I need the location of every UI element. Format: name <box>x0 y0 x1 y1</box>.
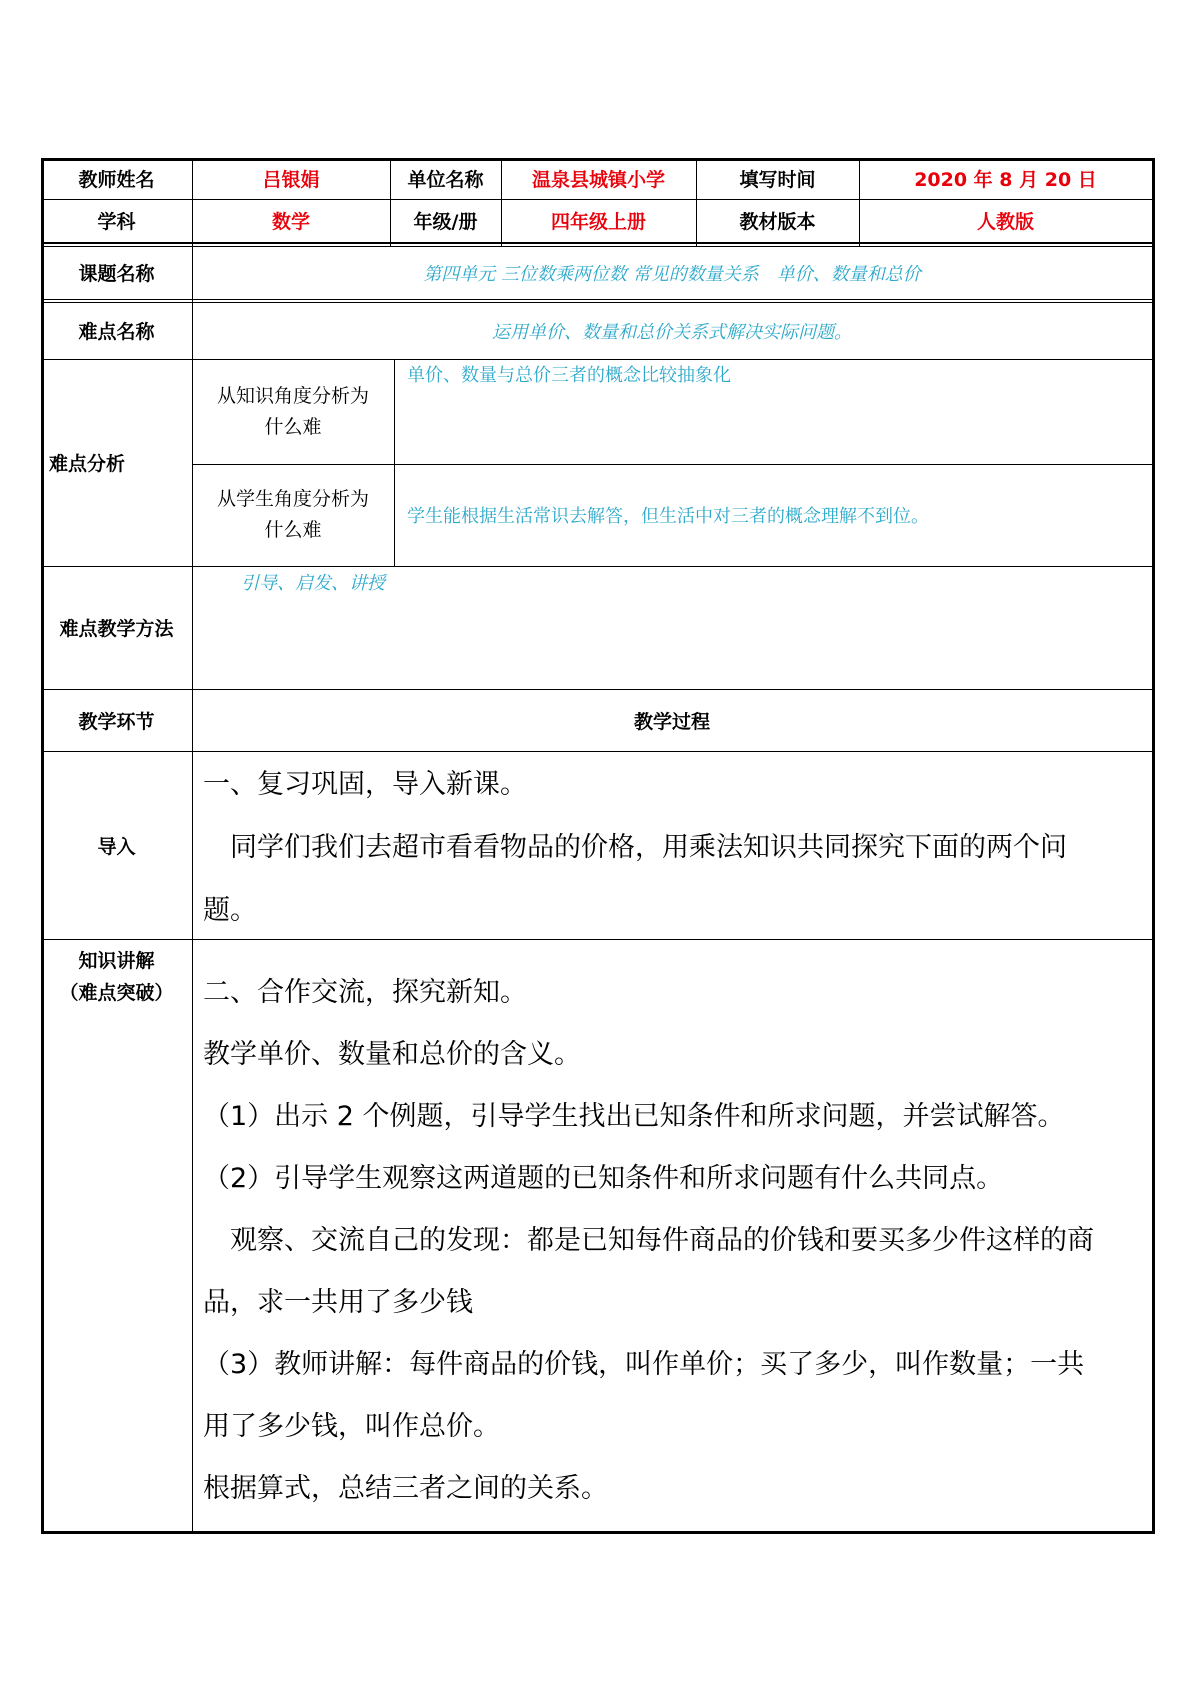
knowledge-line: （3）教师讲解：每件商品的价钱，叫作单价；买了多少，叫作数量；一共 <box>203 1349 1085 1380</box>
fill-date-label: 填写时间 <box>739 169 816 191</box>
row-divider <box>41 566 1152 567</box>
difficulty-value: 运用单价、数量和总价关系式解决实际问题。 <box>492 321 852 343</box>
student-angle-label-line1: 从学生角度分析为 <box>216 488 369 510</box>
intro-label: 导入 <box>97 835 136 858</box>
edition-value: 人教版 <box>976 211 1034 233</box>
analysis-label: 难点分析 <box>49 453 126 475</box>
topic-label: 课题名称 <box>78 263 155 285</box>
teacher-name-value: 吕银娟 <box>262 169 320 191</box>
lesson-plan-table <box>41 158 1152 1531</box>
knowledge-line: 品，求一共用了多少钱 <box>203 1287 473 1318</box>
process-header-label: 教学过程 <box>633 710 710 733</box>
stage-header-label: 教学环节 <box>78 710 155 733</box>
knowledge-line: 根据算式，总结三者之间的关系。 <box>203 1473 608 1504</box>
intro-line: 题。 <box>203 895 257 926</box>
knowledge-content <box>203 939 1148 1529</box>
knowledge-line: 观察、交流自己的发现：都是已知每件商品的价钱和要买多少件这样的商 <box>203 1225 1094 1256</box>
knowledge-line: 教学单价、数量和总价的含义。 <box>203 1039 581 1070</box>
knowledge-label <box>41 945 192 1009</box>
knowledge-angle-label-line2: 什么难 <box>264 415 322 438</box>
row-divider <box>41 242 1152 244</box>
knowledge-label-line1: 知识讲解 <box>78 950 155 972</box>
teacher-name-label: 教师姓名 <box>78 169 155 191</box>
subject-label: 学科 <box>97 211 136 233</box>
intro-line: 一、复习巩固，导入新课。 <box>203 769 527 800</box>
grade-label: 年级/册 <box>413 211 478 233</box>
edition-label: 教材版本 <box>739 211 816 233</box>
school-name-label: 单位名称 <box>407 169 484 191</box>
student-angle-label <box>192 464 394 566</box>
knowledge-line: 二、合作交流，探究新知。 <box>203 977 527 1008</box>
column-divider <box>394 359 395 566</box>
knowledge-angle-value: 单价、数量与总价三者的概念比较抽象化 <box>407 365 731 386</box>
difficulty-label: 难点名称 <box>78 321 155 343</box>
method-label: 难点教学方法 <box>59 618 174 640</box>
school-name-value: 温泉县城镇小学 <box>531 169 665 191</box>
row-divider <box>41 299 1152 300</box>
knowledge-angle-label <box>192 359 394 464</box>
grade-value: 四年级上册 <box>550 211 646 233</box>
knowledge-line: （2）引导学生观察这两道题的已知条件和所求问题有什么共同点。 <box>203 1163 1004 1194</box>
subject-value: 数学 <box>271 211 310 233</box>
intro-line: 同学们我们去超市看看物品的价格，用乘法知识共同探究下面的两个问 <box>203 832 1067 863</box>
topic-value: 第四单元 三位数乘两位数 常见的数量关系 单价、数量和总价 <box>423 263 921 285</box>
knowledge-line: 用了多少钱，叫作总价。 <box>203 1411 500 1442</box>
student-angle-value: 学生能根据生活常识去解答，但生活中对三者的概念理解不到位。 <box>407 506 929 527</box>
knowledge-angle-label-line1: 从知识角度分析为 <box>216 384 369 407</box>
knowledge-line: （1）出示 2 个例题，引导学生找出已知条件和所求问题，并尝试解答。 <box>203 1101 1065 1132</box>
student-angle-label-line2: 什么难 <box>264 519 322 541</box>
knowledge-label-line2: （难点突破） <box>59 982 174 1004</box>
method-value: 引导、启发、讲授 <box>241 573 385 594</box>
intro-content <box>203 751 1148 939</box>
fill-date-value: 2020 年 8 月 20 日 <box>914 169 1097 191</box>
